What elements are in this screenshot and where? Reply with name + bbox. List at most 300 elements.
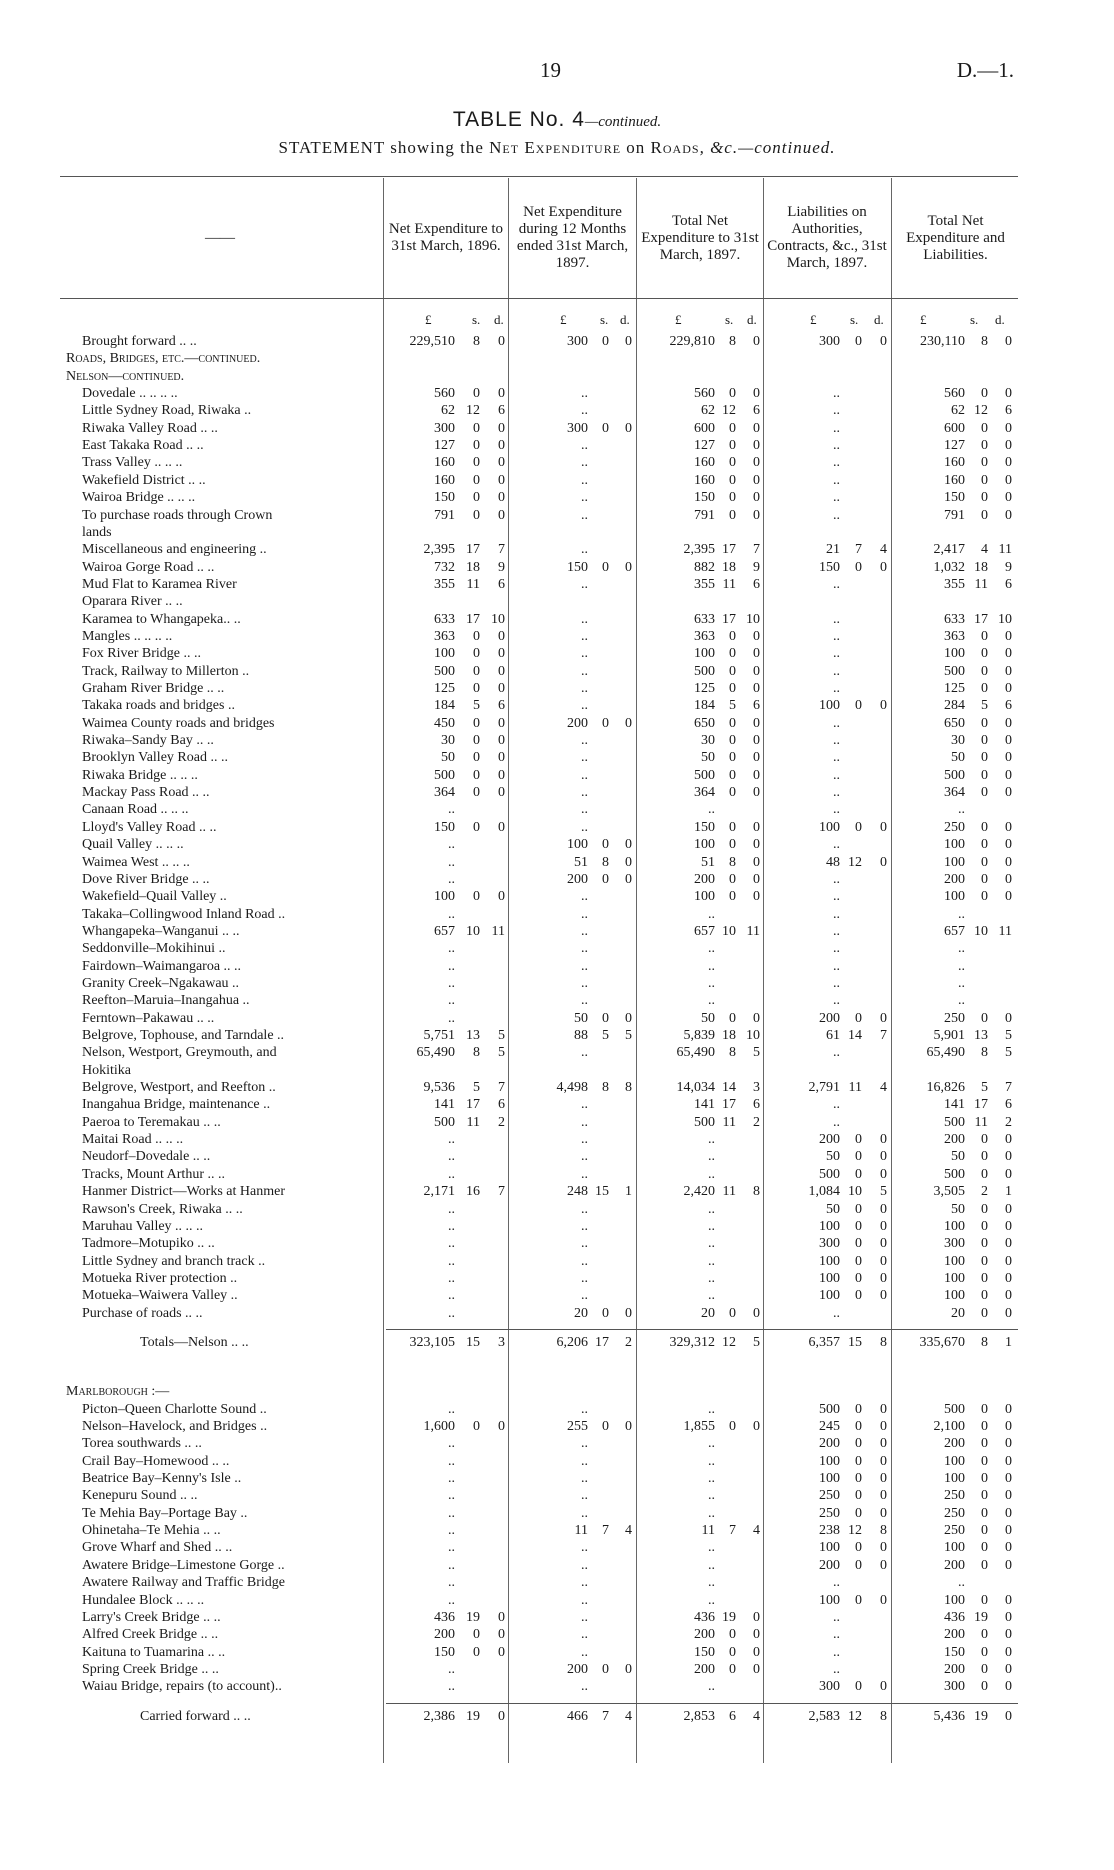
c5-pence: 0 (1005, 1132, 1012, 1148)
c5-shillings: 0 (981, 1557, 988, 1573)
c5-pounds: 500 (944, 1166, 965, 1182)
c5-pence: 0 (1005, 1708, 1012, 1724)
c2-pounds: .. (581, 923, 588, 939)
c5-shillings: 0 (981, 750, 988, 766)
table-row (0, 1574, 1114, 1591)
row-label: Larry's Creek Bridge .. .. (82, 1609, 221, 1625)
c3-pence: 0 (753, 490, 760, 506)
c4-pounds: 500 (819, 1401, 840, 1417)
table-row (0, 1183, 1114, 1200)
table-row (0, 1166, 1114, 1183)
c4-pounds: .. (833, 1661, 840, 1677)
table-row (0, 559, 1114, 576)
c3-pence: 0 (753, 334, 760, 349)
c2-pounds: 300 (567, 420, 588, 436)
c4-shillings: 0 (855, 1679, 862, 1695)
c3-pence: 0 (753, 767, 760, 783)
c5-pence: 0 (1005, 663, 1012, 679)
c3-pence: 0 (753, 386, 760, 402)
c3-pence: 0 (753, 1627, 760, 1643)
c5-shillings: 0 (981, 1218, 988, 1234)
c2-pounds: 50 (574, 1010, 588, 1026)
c5-pounds: 250 (944, 819, 965, 835)
table-row (0, 472, 1114, 489)
c2-pence: 0 (625, 1661, 632, 1677)
c4-pence: 8 (880, 1523, 887, 1539)
row-label: Waimea County roads and bridges (82, 715, 275, 731)
c4-pounds: 100 (819, 1471, 840, 1487)
c3-pence: 6 (753, 576, 760, 592)
c5-pounds: 100 (944, 1540, 965, 1556)
row-label: Granity Creek–Ngakawau .. (82, 975, 240, 991)
c1-pounds: .. (448, 1288, 455, 1304)
c3-shillings: 11 (722, 576, 736, 592)
c4-pounds: 100 (819, 1540, 840, 1556)
c1-pounds: 160 (434, 472, 455, 488)
c3-pounds: 364 (694, 785, 715, 801)
table-row (0, 767, 1114, 784)
row-label: Spring Creek Bridge .. .. (82, 1661, 219, 1677)
c5-pounds: 125 (944, 681, 965, 696)
c3-pounds: 200 (694, 1661, 715, 1677)
c1-pounds: 1,600 (423, 1419, 455, 1434)
row-label: Carried forward .. .. (140, 1708, 251, 1724)
row-label: Alfred Creek Bridge .. .. (82, 1627, 219, 1643)
c3-pounds: .. (708, 1218, 715, 1234)
c3-shillings: 18 (722, 559, 736, 575)
table-row (0, 645, 1114, 662)
c5-pounds: 500 (944, 1114, 965, 1130)
c2-pounds: .. (581, 611, 588, 627)
c2-shillings: 7 (602, 1523, 609, 1539)
row-label: Seddonville–Mokihinui .. (82, 941, 226, 957)
c2-pence: 2 (625, 1334, 632, 1350)
c5-shillings: 8 (981, 1334, 988, 1350)
c5-pounds: 50 (951, 750, 965, 766)
table-title-continued: —continued. (584, 114, 662, 130)
c5-pence: 0 (1005, 750, 1012, 766)
c5-shillings: 17 (974, 1097, 988, 1113)
row-label: Trass Valley .. .. .. (82, 455, 183, 471)
subtitle-part-3: on (621, 138, 651, 157)
c4-pounds: 300 (819, 334, 840, 349)
c3-pounds: 2,420 (683, 1184, 715, 1200)
c4-shillings: 0 (855, 819, 862, 835)
c5-shillings: 5 (981, 1080, 988, 1096)
c5-shillings: 0 (981, 1132, 988, 1148)
table-row (0, 1235, 1114, 1252)
c4-pounds: .. (833, 715, 840, 731)
c2-pounds: .. (581, 1592, 588, 1608)
c5-pounds: .. (958, 975, 965, 991)
row-label: Kaituna to Tuamarina .. .. (82, 1644, 226, 1660)
c1-pence: 6 (498, 576, 505, 592)
table-row (0, 801, 1114, 818)
c2-pounds: 150 (567, 559, 588, 575)
c1-pence: 0 (498, 490, 505, 506)
c5-pence: 0 (1005, 1201, 1012, 1217)
c1-shillings: 8 (473, 334, 480, 349)
c5-pence: 0 (1005, 1471, 1012, 1487)
c5-pounds: 355 (944, 576, 965, 592)
c2-pounds: .. (581, 1097, 588, 1113)
c4-shillings: 0 (855, 1540, 862, 1556)
c2-pounds: .. (581, 576, 588, 592)
row-label: Hundalee Block .. .. .. (82, 1592, 205, 1608)
c1-pence: 0 (498, 646, 505, 662)
row-label: Rawson's Creek, Riwaka .. .. (82, 1201, 243, 1217)
c4-shillings: 0 (855, 1270, 862, 1286)
c5-pence: 0 (1005, 334, 1012, 349)
c1-pence: 0 (498, 438, 505, 454)
c4-pence: 0 (880, 1488, 887, 1504)
c2-pounds: 200 (567, 1661, 588, 1677)
c3-pounds: .. (708, 1236, 715, 1252)
c5-pence: 6 (1005, 403, 1012, 419)
c1-pence: 11 (491, 923, 505, 939)
c2-pounds: .. (581, 1488, 588, 1504)
c3-pounds: 141 (694, 1097, 715, 1113)
c5-pence: 0 (1005, 490, 1012, 506)
c4-pounds: .. (833, 663, 840, 679)
c5-pence: 0 (1005, 733, 1012, 749)
c4-pounds: .. (833, 438, 840, 454)
c2-pounds: .. (581, 1471, 588, 1487)
c1-pence: 0 (498, 889, 505, 905)
c1-pounds: 127 (434, 438, 455, 454)
c1-pence: 0 (498, 785, 505, 801)
c4-shillings: 0 (855, 1166, 862, 1182)
c5-pence: 1 (1005, 1184, 1012, 1200)
c5-pence: 0 (1005, 1419, 1012, 1434)
c4-pounds: .. (833, 1575, 840, 1591)
c2-pounds: 20 (574, 1305, 588, 1321)
c2-shillings: 0 (602, 1305, 609, 1321)
c2-pounds: .. (581, 490, 588, 506)
c1-pence: 5 (498, 1045, 505, 1061)
section-heading (0, 350, 1114, 367)
c4-pence: 0 (880, 1253, 887, 1269)
c5-shillings: 0 (981, 1644, 988, 1660)
c3-pence: 0 (753, 1661, 760, 1677)
c5-pence: 0 (1005, 1218, 1012, 1234)
c5-shillings: 0 (981, 507, 988, 523)
c4-pounds: .. (833, 1114, 840, 1130)
c3-pounds: 100 (694, 646, 715, 662)
c4-pence: 0 (880, 1453, 887, 1469)
c3-pence: 0 (753, 646, 760, 662)
c2-pounds: .. (581, 1270, 588, 1286)
c4-pence: 0 (880, 1270, 887, 1286)
table-row (0, 749, 1114, 766)
c3-pounds: 500 (694, 767, 715, 783)
c5-pounds: 1,032 (933, 559, 965, 575)
c1-pounds: 364 (434, 785, 455, 801)
c1-shillings: 16 (466, 1184, 480, 1200)
c3-shillings: 0 (729, 420, 736, 436)
c1-pounds: 5,751 (423, 1028, 455, 1043)
c1-pounds: .. (448, 1166, 455, 1182)
c2-pence: 0 (625, 715, 632, 731)
c2-pence: 4 (625, 1708, 632, 1724)
c5-pounds: 100 (944, 1270, 965, 1286)
c5-shillings: 17 (974, 611, 988, 627)
c4-shillings: 0 (855, 1557, 862, 1573)
c2-pounds: .. (581, 698, 588, 714)
table-row (0, 1609, 1114, 1626)
c3-pounds: 560 (694, 386, 715, 402)
c4-pounds: .. (833, 611, 840, 627)
c1-pence: 6 (498, 698, 505, 714)
c5-pence: 6 (1005, 1097, 1012, 1113)
c3-pence: 0 (753, 733, 760, 749)
c3-pounds: 600 (694, 420, 715, 436)
row-label: Dovedale .. .. .. .. (82, 386, 178, 402)
c1-pounds: 9,536 (423, 1080, 455, 1096)
c3-pence: 0 (753, 628, 760, 644)
c1-shillings: 17 (466, 611, 480, 627)
c3-pounds: .. (708, 1436, 715, 1452)
c5-pence: 0 (1005, 819, 1012, 835)
row-label: Ohinetaha–Te Mehia .. .. (82, 1523, 221, 1539)
row-label: Neudorf–Dovedale .. .. (82, 1149, 211, 1165)
c1-shillings: 0 (473, 681, 480, 696)
c5-pounds: 657 (944, 923, 965, 939)
c3-pounds: .. (708, 1453, 715, 1469)
c4-shillings: 0 (855, 559, 862, 575)
c3-shillings: 0 (729, 438, 736, 454)
pound-sign: £ (920, 312, 927, 327)
table-row (0, 1453, 1114, 1470)
c1-pounds: .. (448, 871, 455, 887)
c1-shillings: 15 (466, 1334, 480, 1350)
c3-pounds: 160 (694, 472, 715, 488)
c4-pounds: .. (833, 1097, 840, 1113)
c4-shillings: 0 (855, 1010, 862, 1026)
c5-pounds: 200 (944, 1661, 965, 1677)
c2-pounds: .. (581, 681, 588, 696)
c5-shillings: 0 (981, 1453, 988, 1469)
c4-pounds: .. (833, 507, 840, 523)
c4-pounds: 200 (819, 1132, 840, 1148)
c1-pounds: 100 (434, 646, 455, 662)
table-row (0, 628, 1114, 645)
c4-pounds: .. (833, 420, 840, 436)
c4-shillings: 0 (855, 1132, 862, 1148)
c1-pence: 0 (498, 681, 505, 696)
pence-label: d. (620, 312, 630, 327)
c5-pounds: 100 (944, 837, 965, 853)
c1-shillings: 0 (473, 1627, 480, 1643)
c1-pounds: 363 (434, 628, 455, 644)
c1-pence: 0 (498, 420, 505, 436)
c3-pounds: .. (708, 1288, 715, 1304)
table-row (0, 940, 1114, 957)
c5-pounds: 100 (944, 646, 965, 662)
c4-shillings: 0 (855, 1218, 862, 1234)
c5-pounds: 141 (944, 1097, 965, 1113)
c1-pence: 0 (498, 334, 505, 349)
c1-pounds: .. (448, 1436, 455, 1452)
table-row (0, 1027, 1114, 1044)
c4-shillings: 0 (855, 1592, 862, 1608)
c3-pence: 6 (753, 698, 760, 714)
c4-pounds: 250 (819, 1488, 840, 1504)
c1-shillings: 0 (473, 472, 480, 488)
row-label: Riwaka Bridge .. .. .. (82, 767, 198, 783)
c2-pence: 0 (625, 1010, 632, 1026)
row-label: Mangles .. .. .. .. (82, 628, 173, 644)
c4-pounds: 200 (819, 1557, 840, 1573)
c4-pence: 0 (880, 1471, 887, 1487)
c1-pounds: 150 (434, 819, 455, 835)
c4-pence: 0 (880, 334, 887, 349)
c3-pounds: 229,810 (669, 334, 715, 349)
c3-shillings: 17 (722, 542, 736, 558)
c3-pence: 0 (753, 1609, 760, 1625)
row-label: Waiau Bridge, repairs (to account).. (82, 1679, 282, 1695)
c5-pence: 0 (1005, 871, 1012, 887)
c2-pounds: .. (581, 1045, 588, 1061)
c1-pence: 9 (498, 559, 505, 575)
c4-shillings: 15 (848, 1334, 862, 1350)
c2-shillings: 0 (602, 420, 609, 436)
c4-pence: 0 (880, 698, 887, 714)
c5-shillings: 0 (981, 1166, 988, 1182)
c4-pence: 0 (880, 1166, 887, 1182)
pound-sign: £ (675, 312, 682, 327)
c5-pence: 0 (1005, 507, 1012, 523)
c2-pence: 0 (625, 334, 632, 349)
c3-pence: 0 (753, 715, 760, 731)
c4-pounds: .. (833, 628, 840, 644)
c3-shillings: 0 (729, 819, 736, 835)
c4-pounds: .. (833, 750, 840, 766)
c3-pounds: 363 (694, 628, 715, 644)
c1-shillings: 0 (473, 1644, 480, 1660)
c4-shillings: 0 (855, 1236, 862, 1252)
c1-pounds: 732 (434, 559, 455, 575)
row-label: Track, Railway to Millerton .. (82, 663, 250, 679)
c2-pounds: .. (581, 1149, 588, 1165)
c3-shillings: 0 (729, 1661, 736, 1677)
c1-pounds: .. (448, 975, 455, 991)
c4-pounds: .. (833, 455, 840, 471)
c5-pence: 0 (1005, 715, 1012, 731)
c1-pounds: 2,395 (423, 542, 455, 558)
c3-pounds: 150 (694, 490, 715, 506)
c3-pounds: 100 (694, 889, 715, 905)
c5-pence: 5 (1005, 1028, 1012, 1043)
c5-pence: 0 (1005, 386, 1012, 402)
table-row (0, 1644, 1114, 1661)
c3-shillings: 0 (729, 386, 736, 402)
c3-shillings: 17 (722, 1097, 736, 1113)
c1-pounds: .. (448, 1010, 455, 1026)
c4-pounds: 2,791 (808, 1080, 840, 1096)
c5-shillings: 19 (974, 1708, 988, 1724)
c1-pounds: 500 (434, 767, 455, 783)
c5-pence: 0 (1005, 1149, 1012, 1165)
c3-shillings: 0 (729, 715, 736, 731)
c1-shillings: 11 (466, 1114, 480, 1130)
c5-pounds: 5,901 (933, 1028, 965, 1043)
c5-shillings: 0 (981, 490, 988, 506)
c2-pounds: .. (581, 1114, 588, 1130)
c3-shillings: 19 (722, 1609, 736, 1625)
c1-pence: 0 (498, 455, 505, 471)
c5-pounds: .. (958, 802, 965, 818)
c1-shillings: 0 (473, 889, 480, 905)
c5-pence: 0 (1005, 1236, 1012, 1252)
c2-pounds: .. (581, 785, 588, 801)
c5-pounds: 200 (944, 871, 965, 887)
c3-pence: 0 (753, 472, 760, 488)
c5-shillings: 0 (981, 420, 988, 436)
c2-pounds: .. (581, 1288, 588, 1304)
c5-shillings: 0 (981, 819, 988, 835)
c2-pounds: 300 (567, 334, 588, 349)
c5-pence: 0 (1005, 646, 1012, 662)
c5-pounds: 3,505 (933, 1184, 965, 1200)
c1-pence: 0 (498, 1708, 505, 1724)
c2-pounds: 255 (567, 1419, 588, 1434)
c5-pounds: 16,826 (926, 1080, 965, 1096)
c5-pence: 0 (1005, 1401, 1012, 1417)
c4-pounds: 300 (819, 1236, 840, 1252)
c1-shillings: 0 (473, 507, 480, 523)
c1-pounds: 657 (434, 923, 455, 939)
c3-shillings: 8 (729, 334, 736, 349)
c2-pounds: 6,206 (556, 1334, 588, 1350)
c5-pounds: 150 (944, 490, 965, 506)
c5-pence: 0 (1005, 1557, 1012, 1573)
c5-shillings: 0 (981, 1523, 988, 1539)
row-label: To purchase roads through Crown (82, 507, 273, 523)
subtitle-part-5: , &c.—continued. (699, 138, 836, 157)
c2-pounds: 51 (574, 854, 588, 870)
c5-shillings: 0 (981, 1436, 988, 1452)
c1-shillings: 11 (466, 576, 480, 592)
c4-shillings: 0 (855, 1253, 862, 1269)
c1-pounds: .. (448, 1523, 455, 1539)
total-row (0, 1334, 1114, 1351)
row-label: Belgrove, Westport, and Reefton .. (82, 1080, 276, 1096)
c5-shillings: 0 (981, 472, 988, 488)
row-label: Hanmer District—Works at Hanmer (82, 1184, 285, 1200)
c2-shillings: 7 (602, 1708, 609, 1724)
c2-pence: 0 (625, 837, 632, 853)
c5-shillings: 0 (981, 663, 988, 679)
c3-pence: 0 (753, 1419, 760, 1434)
c5-pounds: 363 (944, 628, 965, 644)
table-row (0, 593, 1114, 610)
table-row (0, 992, 1114, 1009)
page-number: 19 (540, 58, 561, 82)
c4-pounds: .. (833, 802, 840, 818)
c2-pounds: .. (581, 1401, 588, 1417)
c2-shillings: 8 (602, 854, 609, 870)
c1-pounds: 160 (434, 455, 455, 471)
c4-pence: 0 (880, 1218, 887, 1234)
row-label: Karamea to Whangapeka.. .. (82, 611, 241, 627)
row-label: East Takaka Road .. .. (82, 438, 204, 454)
c5-shillings: 0 (981, 1679, 988, 1695)
c2-pounds: .. (581, 733, 588, 749)
c5-pounds: 5,436 (933, 1708, 965, 1724)
c4-pounds: .. (833, 923, 840, 939)
c5-pence: 0 (1005, 438, 1012, 454)
